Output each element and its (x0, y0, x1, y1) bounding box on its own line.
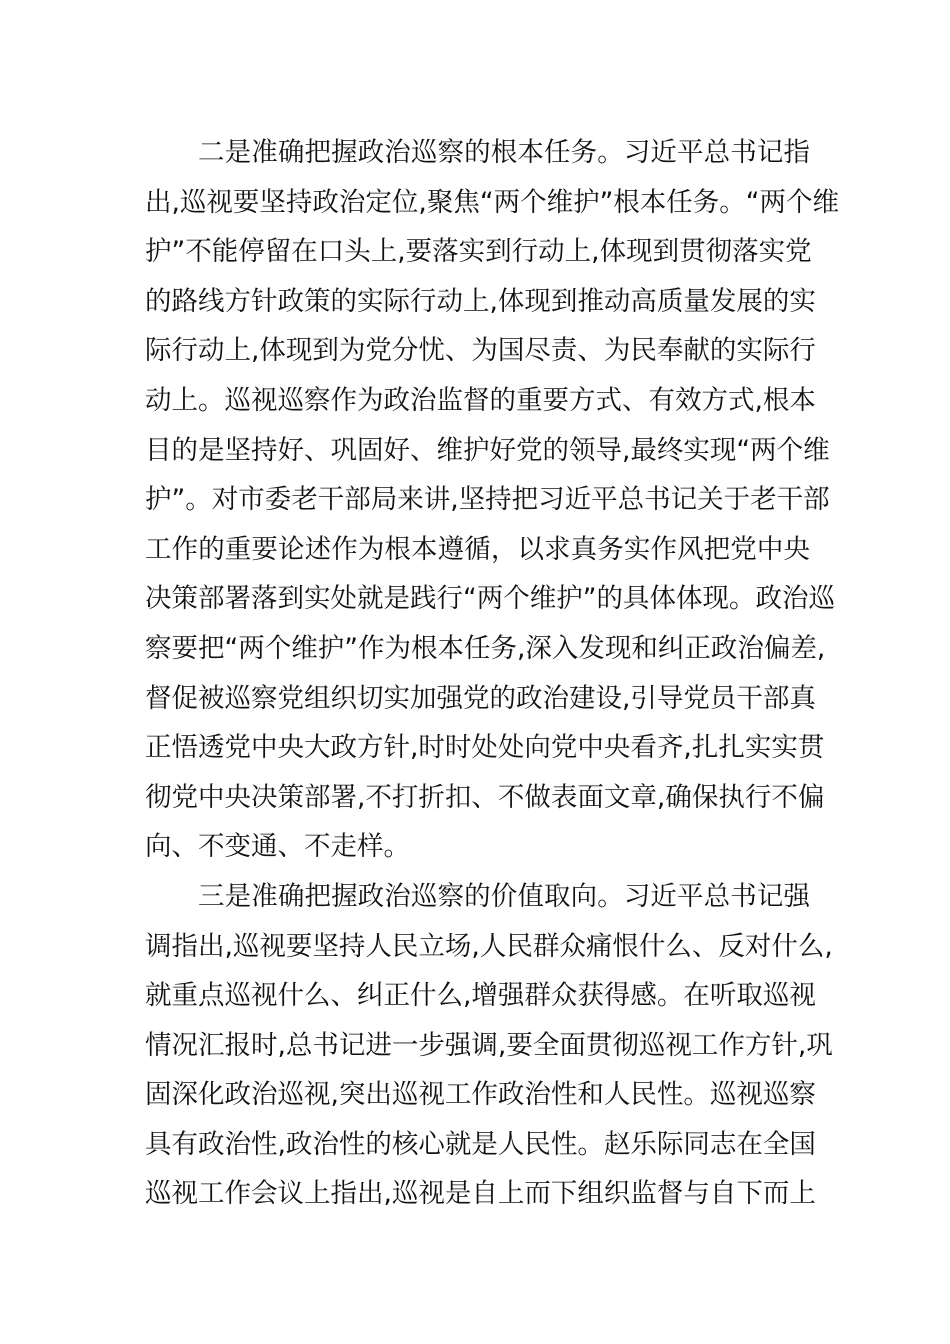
text-line: 际行动上,体现到为党分忧、为国尽责、为民奉献的实际行 (145, 335, 816, 367)
text-line: 具有政治性,政治性的核心就是人民性。赵乐际同志在全国 (145, 1128, 816, 1160)
text-line: 就重点巡视什么、纠正什么,增强群众获得感。在听取巡视 (145, 980, 816, 1012)
text-line: 护”。对市委老干部局来讲,坚持把习近平总书记关于老干部 (145, 484, 830, 516)
text-line: 督促被巡察党组织切实加强党的政治建设,引导党员干部真 (145, 682, 816, 714)
text-line: 正悟透党中央大政方针,时时处处向党中央看齐,扎扎实实贯 (145, 732, 825, 764)
text-line: 动上。巡视巡察作为政治监督的重要方式、有效方式,根本 (145, 384, 816, 416)
text-line: 察要把“两个维护”作为根本任务,深入发现和纠正政治偏差, (145, 632, 826, 664)
text-line: 护”不能停留在口头上,要落实到行动上,体现到贯彻落实党 (145, 236, 812, 268)
paragraph-2 (145, 128, 840, 872)
text-line: 二是准确把握政治巡察的根本任务。习近平总书记指 (198, 137, 810, 168)
text-line: 三是准确把握政治巡察的价值取向。习近平总书记强 (198, 880, 810, 912)
text-line: 出,巡视要坚持政治定位,聚焦“两个维护”根本任务。“两个维 (145, 186, 840, 218)
text-line: 调指出,巡视要坚持人民立场,人民群众痛恨什么、反对什么, (145, 930, 833, 962)
text-line: 决策部署落到实处就是践行“两个维护”的具体体现。政治巡 (145, 583, 835, 615)
text-line: 巡视工作会议上指出,巡视是自上而下组织监督与自下而上 (145, 1178, 816, 1210)
text-line: 工作的重要论述作为根本遵循，以求真务实作风把党中央 (145, 533, 810, 565)
text-line: 情况汇报时,总书记进一步强调,要全面贯彻巡视工作方针,巩 (145, 1029, 833, 1061)
paragraph-3 (145, 872, 833, 1219)
body-text (145, 128, 840, 1219)
text-line: 固深化政治巡视,突出巡视工作政治性和人民性。巡视巡察 (145, 1079, 816, 1111)
text-line: 彻党中央决策部署,不打折扣、不做表面文章,确保执行不偏 (145, 781, 825, 813)
text-line: 目的是坚持好、巩固好、维护好党的领导,最终实现“两个维 (145, 434, 830, 466)
text-line: 向、不变通、不走样。 (145, 831, 410, 863)
text-line: 的路线方针政策的实际行动上,体现到推动高质量发展的实 (145, 285, 816, 317)
